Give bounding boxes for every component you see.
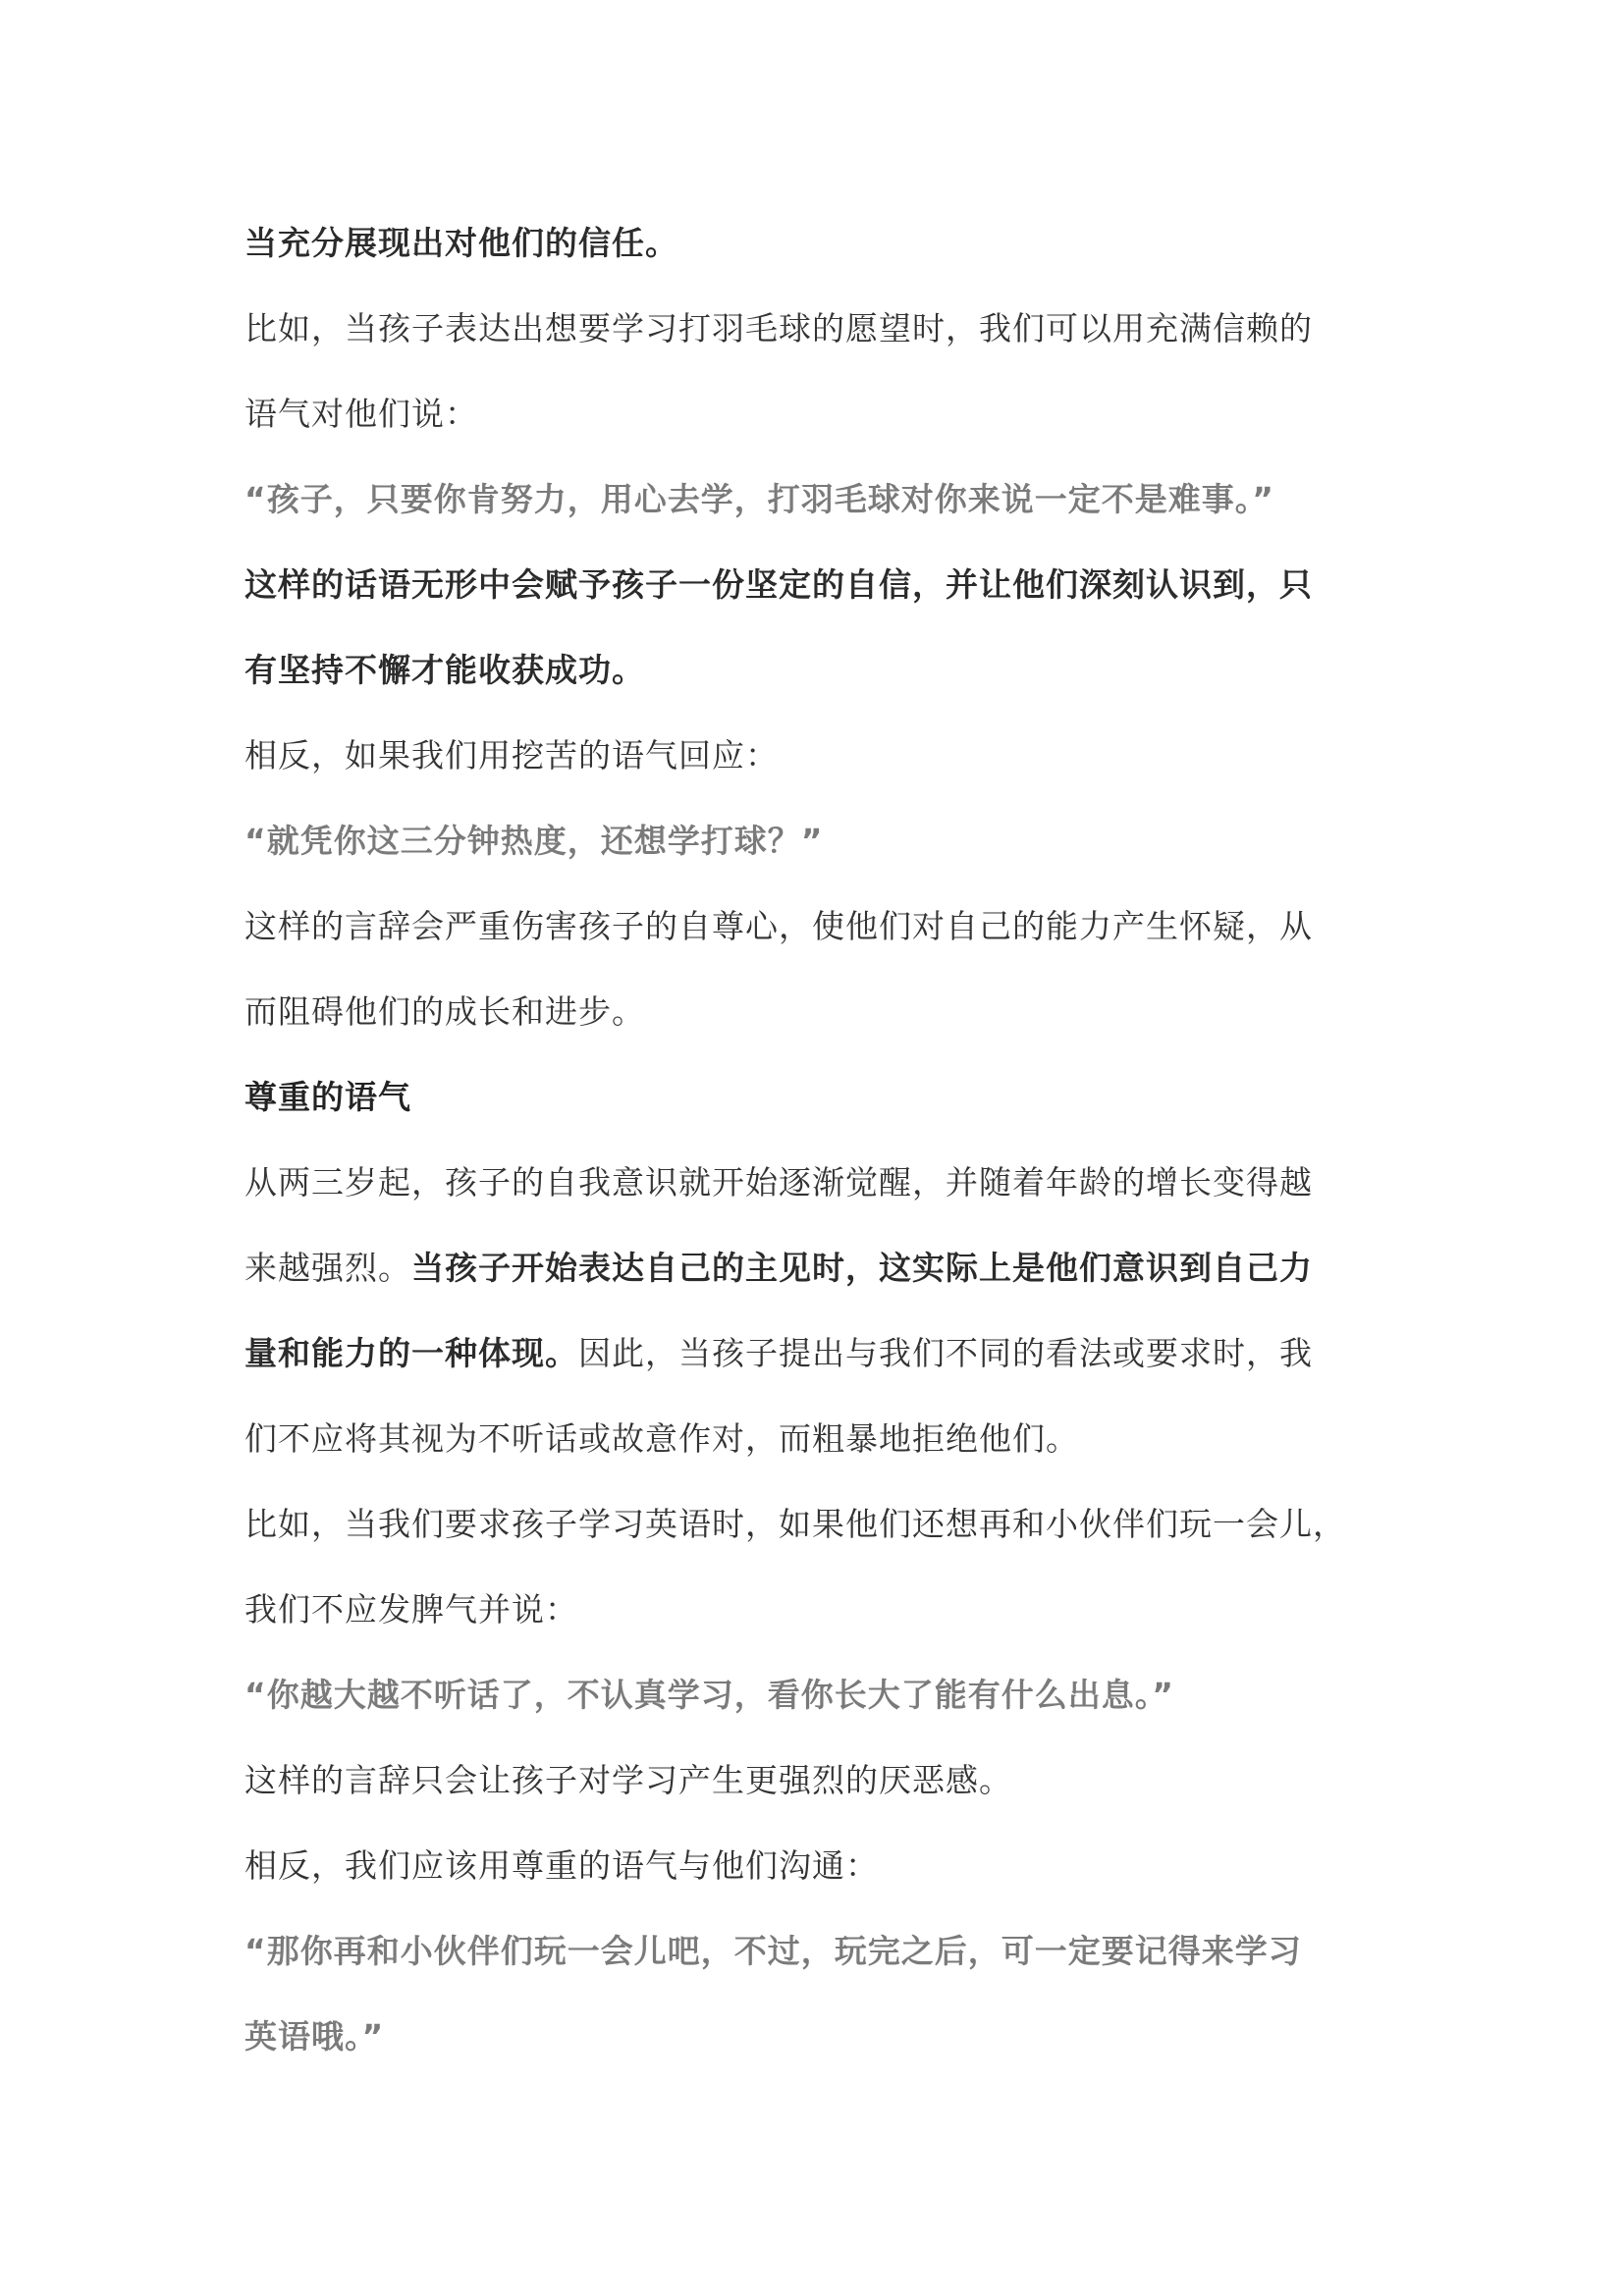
quote-text: “就凭你这三分钟热度，还想学打球？” bbox=[244, 822, 824, 860]
bold-text: 量和能力的一种体现。 bbox=[244, 1334, 578, 1372]
body-text: 们不应将其视为不听话或故意作对，而粗暴地拒绝他们。 bbox=[244, 1419, 1079, 1458]
quote-text: 英语哦。” bbox=[244, 2017, 385, 2056]
text-line bbox=[244, 472, 1383, 558]
bold-text: 当充分展现出对他们的信任。 bbox=[244, 224, 678, 262]
body-text: 相反，我们应该用尊重的语气与他们沟通： bbox=[244, 1846, 879, 1885]
text-line bbox=[244, 387, 1383, 472]
text-line bbox=[244, 301, 1383, 387]
body-text: 这样的言辞只会让孩子对学习产生更强烈的厌恶感。 bbox=[244, 1761, 1012, 1799]
text-line bbox=[244, 1412, 1383, 1497]
text-line bbox=[244, 1241, 1383, 1326]
text-line bbox=[244, 1326, 1383, 1412]
text-line bbox=[244, 2009, 1383, 2095]
text-line bbox=[244, 899, 1383, 985]
text-line bbox=[244, 1668, 1383, 1753]
text-line bbox=[244, 728, 1383, 814]
document-page bbox=[244, 216, 1383, 2095]
bold-text: 当孩子开始表达自己的主见时，这实际上是他们意识到自己力 bbox=[411, 1249, 1313, 1287]
text-line bbox=[244, 1155, 1383, 1241]
text-line bbox=[244, 558, 1383, 643]
text-line bbox=[244, 1497, 1383, 1582]
text-line bbox=[244, 643, 1383, 728]
text-line bbox=[244, 1839, 1383, 1924]
quote-text: “那你再和小伙伴们玩一会儿吧，不过，玩完之后，可一定要记得来学习 bbox=[244, 1932, 1302, 1970]
body-text: 语气对他们说： bbox=[244, 395, 478, 433]
body-text: 来越强烈。 bbox=[244, 1249, 411, 1287]
section-heading: 尊重的语气 bbox=[244, 1078, 411, 1116]
text-line bbox=[244, 1753, 1383, 1839]
body-text: 而阻碍他们的成长和进步。 bbox=[244, 992, 645, 1031]
text-line bbox=[244, 1924, 1383, 2009]
body-text: 比如，当孩子表达出想要学习打羽毛球的愿望时，我们可以用充满信赖的 bbox=[244, 309, 1313, 347]
quote-text: “你越大越不听话了，不认真学习，看你长大了能有什么出息。” bbox=[244, 1676, 1174, 1714]
body-text: 比如，当我们要求孩子学习英语时，如果他们还想再和小伙伴们玩一会儿， bbox=[244, 1505, 1346, 1543]
bold-text: 有坚持不懈才能收获成功。 bbox=[244, 651, 645, 689]
body-text: 相反，如果我们用挖苦的语气回应： bbox=[244, 736, 779, 774]
text-line bbox=[244, 1070, 1383, 1155]
body-text: 从两三岁起，孩子的自我意识就开始逐渐觉醒，并随着年龄的增长变得越 bbox=[244, 1163, 1313, 1201]
text-line bbox=[244, 985, 1383, 1070]
text-line bbox=[244, 814, 1383, 899]
body-text: 我们不应发脾气并说： bbox=[244, 1590, 578, 1629]
body-text: 因此，当孩子提出与我们不同的看法或要求时，我 bbox=[578, 1334, 1313, 1372]
text-line bbox=[244, 216, 1383, 301]
text-line bbox=[244, 1582, 1383, 1668]
bold-text: 这样的话语无形中会赋予孩子一份坚定的自信，并让他们深刻认识到，只 bbox=[244, 565, 1313, 604]
body-text: 这样的言辞会严重伤害孩子的自尊心，使他们对自己的能力产生怀疑，从 bbox=[244, 907, 1313, 945]
quote-text: “孩子，只要你肯努力，用心去学，打羽毛球对你来说一定不是难事。” bbox=[244, 480, 1274, 518]
